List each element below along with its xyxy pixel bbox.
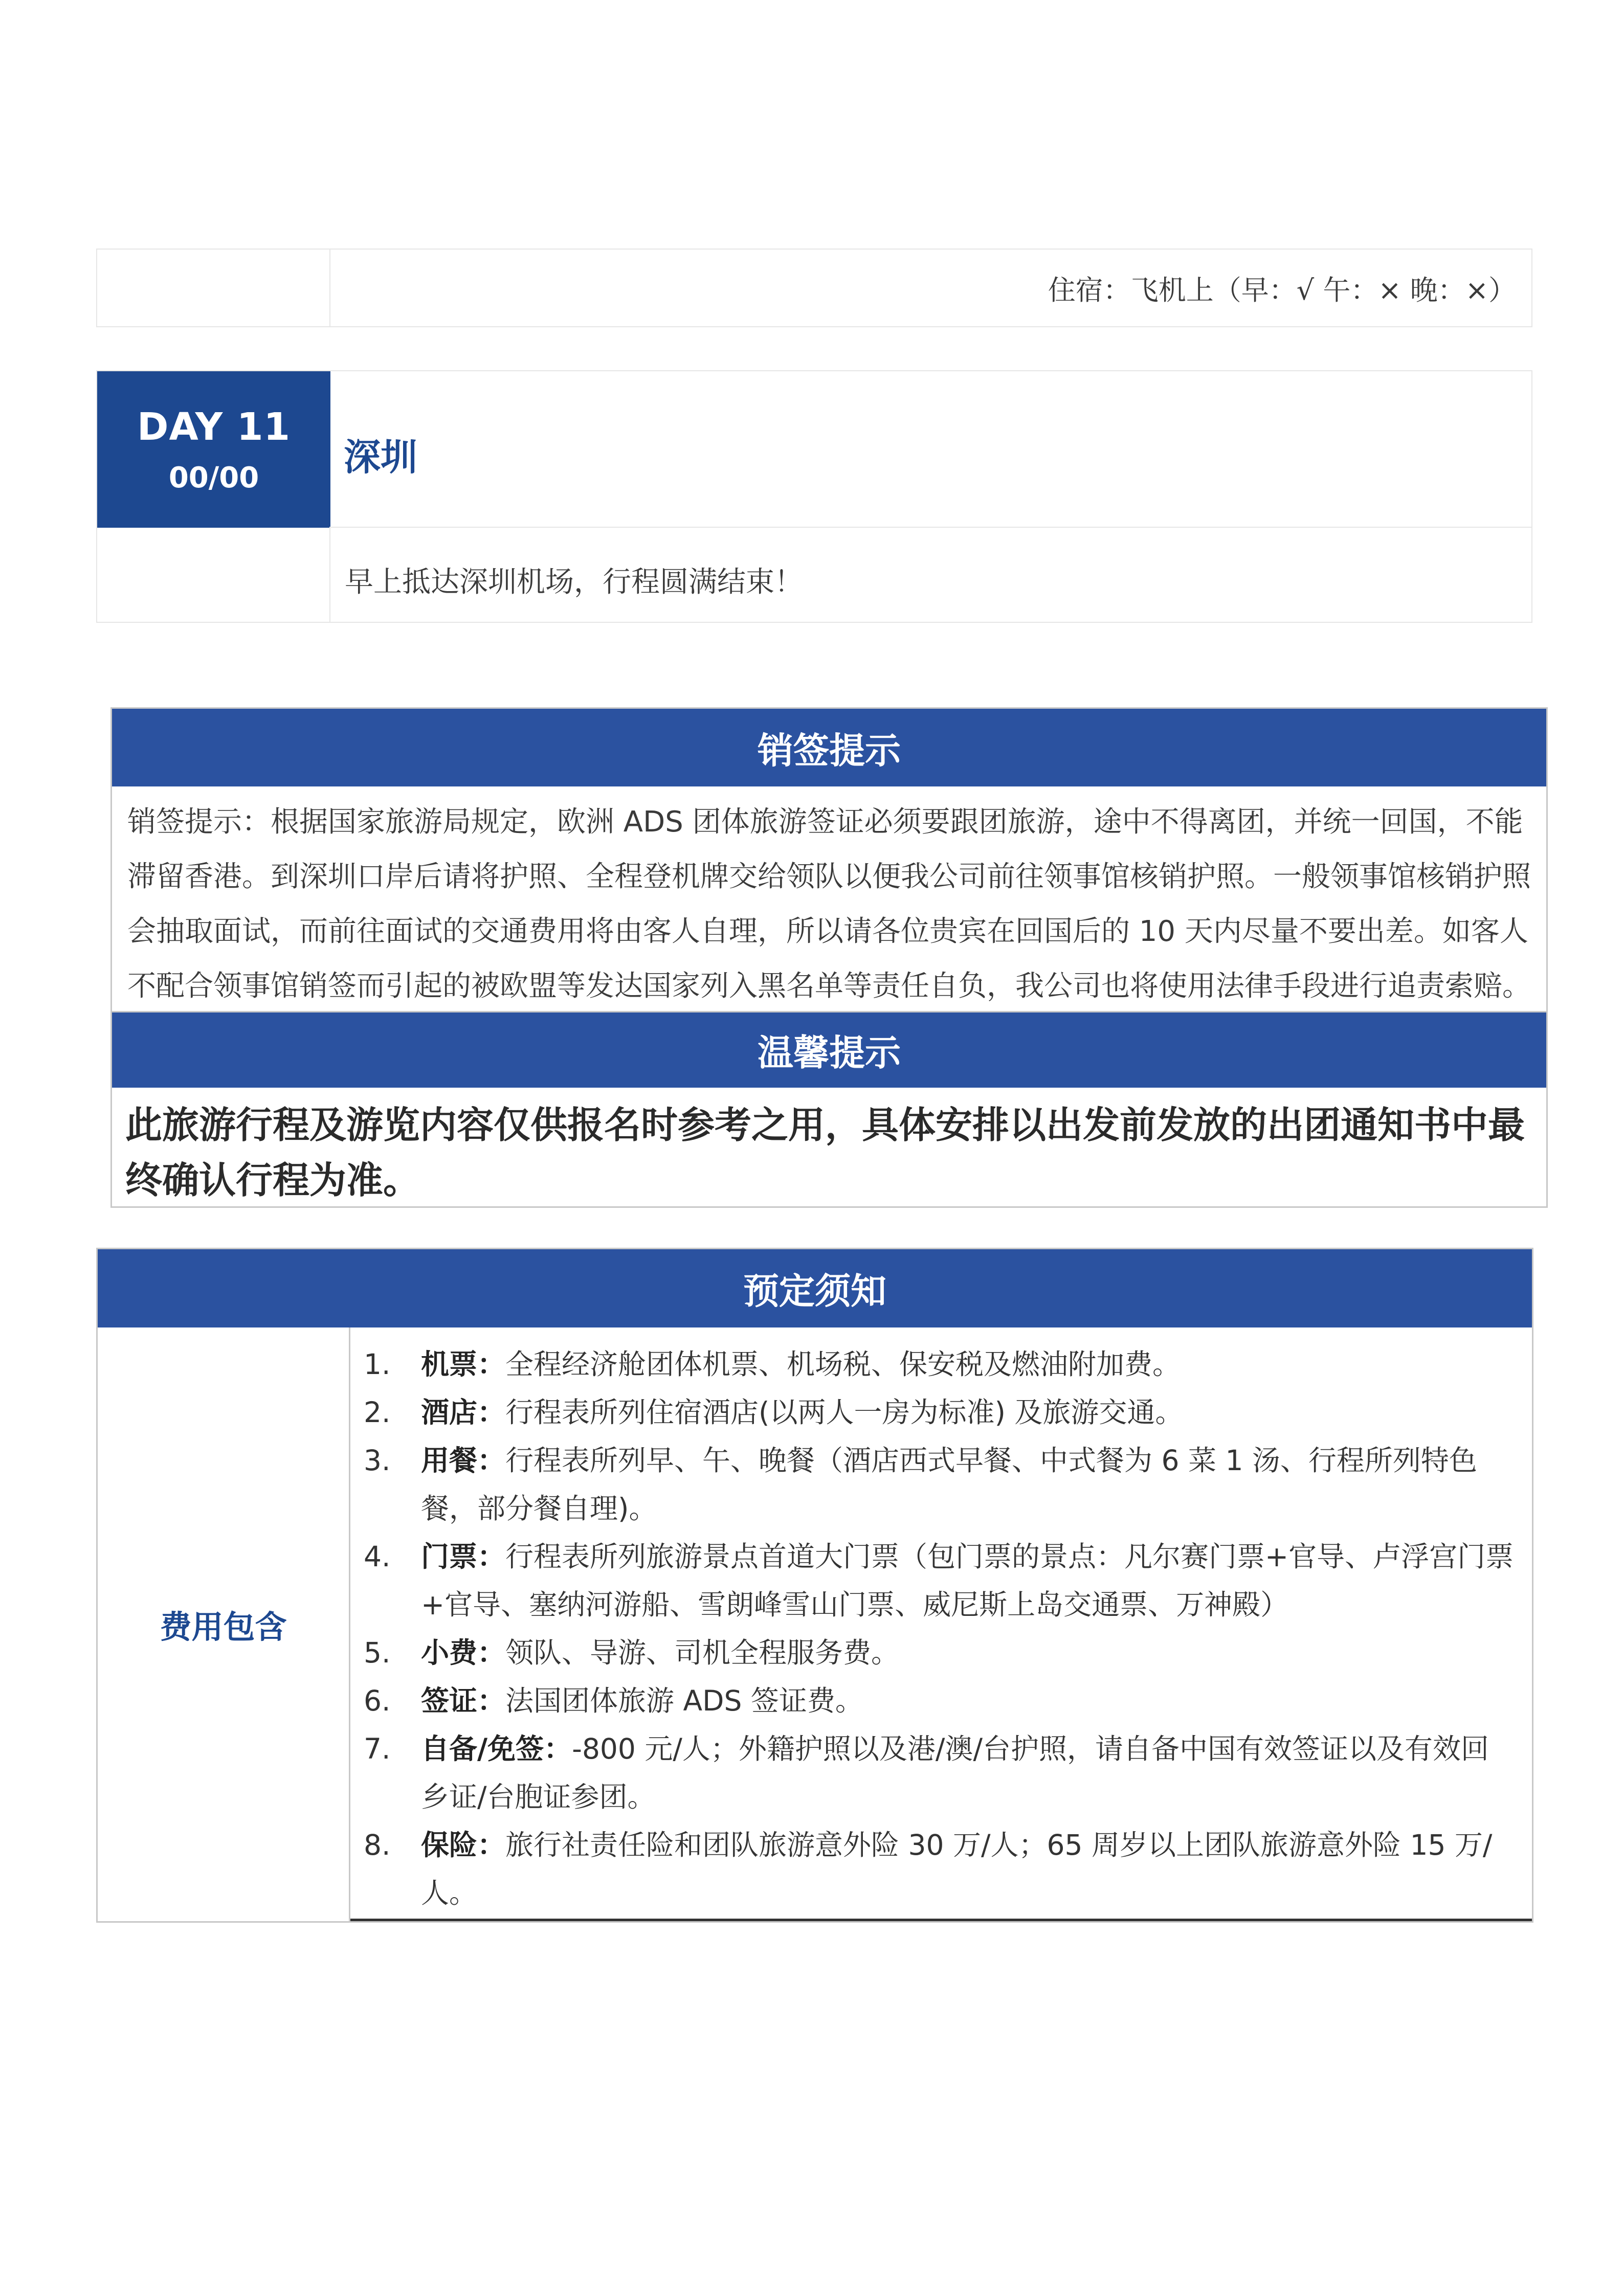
fee-includes-cell bbox=[98, 1327, 350, 1921]
list-item bbox=[364, 1725, 1515, 1821]
divider bbox=[329, 527, 1531, 528]
list-item bbox=[364, 1629, 1515, 1677]
divider bbox=[350, 1919, 1532, 1921]
accommodation-empty-cell bbox=[97, 250, 330, 326]
item-label: 酒店： bbox=[421, 1396, 506, 1429]
day-itinerary-block bbox=[96, 370, 1532, 623]
item-number: 1. bbox=[364, 1348, 391, 1381]
item-label: 自备/免签： bbox=[421, 1732, 572, 1765]
booking-notice-box bbox=[96, 1248, 1533, 1923]
item-label: 门票： bbox=[421, 1540, 506, 1573]
list-item bbox=[364, 1821, 1515, 1917]
item-label: 保险： bbox=[421, 1829, 506, 1861]
visa-notice-title: 销签提示 bbox=[112, 709, 1546, 786]
fee-includes-label: 费用包含 bbox=[160, 1608, 287, 1646]
item-text: -800 元/人；外籍护照以及港/澳/台护照，请自备中国有效签证以及有效回乡证/台胞证参团。 bbox=[421, 1732, 1489, 1813]
item-text: 行程表所列住宿酒店(以两人一房为标准) 及旅游交通。 bbox=[505, 1396, 1184, 1429]
day-badge bbox=[97, 371, 330, 528]
visa-notice-body: 销签提示：根据国家旅游局规定，欧洲 ADS 团体旅游签证必须要跟团旅游，途中不得离团，并统一回国，不能滞留香港。到深圳口岸后请将护照、全程登机牌交给领队以便我公司前往领事馆核销护照。一般领事馆核销护照会抽取面试，而前往面试的交通费用将由客人自理，所以请各位贵宾在回国后的 10 天内尽量不要出差。如客人不配合领事馆销签而引起的被欧盟等发达国家列入黑名单等责任自负，我公司也将使用法律手段进行追责索赔。 bbox=[127, 805, 1531, 1003]
day-description: 早上抵达深圳机场，行程圆满结束！ bbox=[345, 566, 803, 599]
list-item bbox=[364, 1388, 1515, 1436]
day-city: 深圳 bbox=[344, 436, 418, 479]
warm-tip-body: 此旅游行程及游览内容仅供报名时参考之用，具体安排以出发前发放的出团通知书中最终确认行程为准。 bbox=[125, 1104, 1525, 1202]
item-label: 用餐： bbox=[421, 1444, 506, 1477]
day-number: DAY 11 bbox=[137, 404, 291, 449]
item-number: 6. bbox=[364, 1684, 391, 1717]
fee-includes-list bbox=[364, 1340, 1515, 1917]
list-item bbox=[364, 1436, 1515, 1533]
divider bbox=[329, 527, 330, 623]
warm-tip-title: 温馨提示 bbox=[112, 1011, 1546, 1088]
item-text: 行程表所列旅游景点首道大门票（包门票的景点：凡尔赛门票+官导、卢浮宫门票+官导、塞纳河游船、雪朗峰雪山门票、威尼斯上岛交通票、万神殿） bbox=[421, 1540, 1514, 1621]
item-text: 领队、导游、司机全程服务费。 bbox=[505, 1636, 900, 1669]
item-label: 机票： bbox=[421, 1348, 506, 1381]
visa-notice-box bbox=[110, 707, 1548, 1208]
list-item bbox=[364, 1340, 1515, 1388]
list-item bbox=[364, 1677, 1515, 1725]
item-text: 法国团体旅游 ADS 签证费。 bbox=[505, 1684, 863, 1717]
item-text: 行程表所列早、午、晚餐（酒店西式早餐、中式餐为 6 菜 1 汤、行程所列特色餐，部分餐自理)。 bbox=[421, 1444, 1477, 1525]
item-number: 4. bbox=[364, 1540, 391, 1573]
accommodation-row bbox=[96, 249, 1532, 327]
item-text: 旅行社责任险和团队旅游意外险 30 万/人；65 周岁以上团队旅游意外险 15 万/人。 bbox=[421, 1829, 1493, 1909]
day-date: 00/00 bbox=[168, 461, 259, 494]
item-number: 2. bbox=[364, 1396, 391, 1429]
item-number: 5. bbox=[364, 1636, 391, 1669]
item-label: 小费： bbox=[421, 1636, 506, 1669]
item-number: 3. bbox=[364, 1444, 391, 1477]
item-number: 8. bbox=[364, 1829, 391, 1861]
list-item bbox=[364, 1533, 1515, 1629]
item-text: 全程经济舱团体机票、机场税、保安税及燃油附加费。 bbox=[505, 1348, 1181, 1381]
item-number: 7. bbox=[364, 1732, 391, 1765]
accommodation-text: 住宿：飞机上（早：√ 午：× 晚：×） bbox=[1048, 274, 1516, 306]
booking-notice-title: 预定须知 bbox=[98, 1249, 1532, 1327]
item-label: 签证： bbox=[421, 1684, 506, 1717]
